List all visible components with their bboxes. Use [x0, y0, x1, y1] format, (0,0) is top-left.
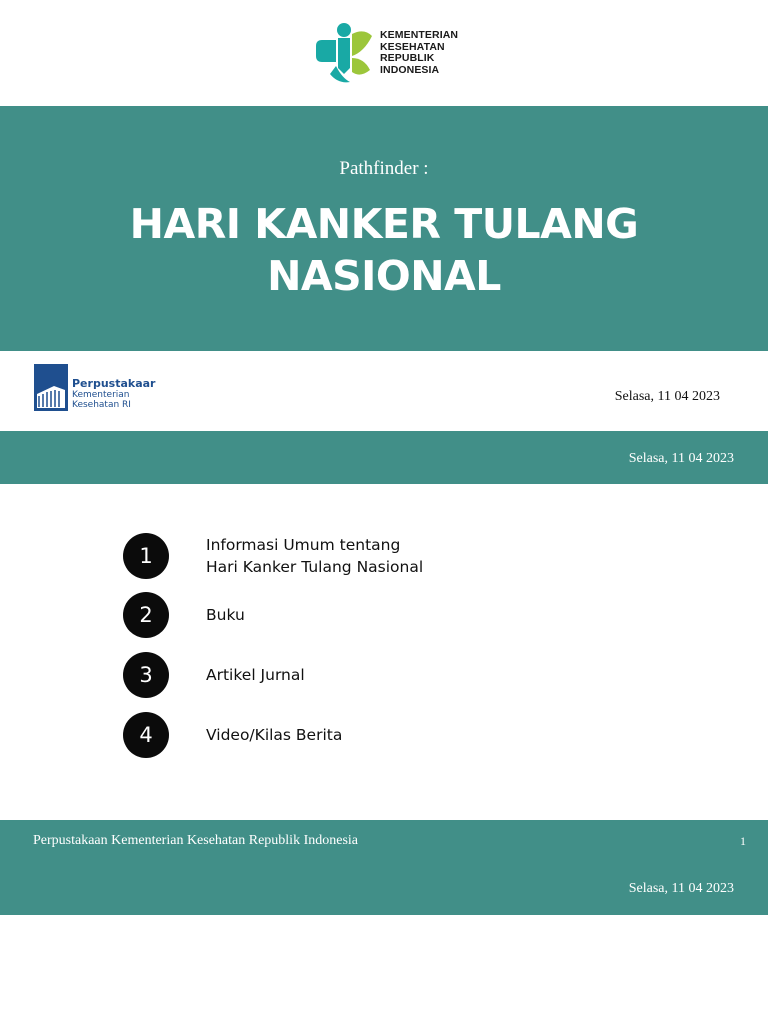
- toc-item[interactable]: [123, 712, 623, 758]
- toc-number-badge: 1: [123, 533, 169, 579]
- kemenkes-wordmark: [380, 30, 458, 76]
- title-line-2: NASIONAL: [267, 252, 501, 300]
- date-label: Selasa, 11 04 2023: [614, 389, 720, 404]
- library-name: Perpustakaar: [72, 377, 156, 390]
- logo-line: KESEHATAN: [380, 40, 445, 53]
- page-number: 1: [740, 834, 746, 848]
- toc-number-badge: 3: [123, 652, 169, 698]
- toc-number-badge: 4: [123, 712, 169, 758]
- library-logo: [34, 364, 164, 412]
- library-wordmark: [72, 364, 155, 410]
- library-building-icon: [34, 364, 68, 411]
- logo-line: KEMENTERIAN: [380, 29, 459, 41]
- logo-line: REPUBLIK: [380, 52, 435, 64]
- footer-date: Selasa, 11 04 2023: [628, 881, 734, 896]
- hero-banner: [0, 106, 768, 351]
- hero-kicker: Pathfinder :: [339, 158, 429, 179]
- toc-label: Video/Kilas Berita: [206, 726, 343, 744]
- page-title: [84, 198, 684, 302]
- kemenkes-emblem-icon: [314, 22, 374, 84]
- library-sub-1: Kementerian: [72, 390, 130, 400]
- library-sub-2: Kesehatan RI: [72, 400, 131, 410]
- footer-organization: Perpustakaan Kementerian Kesehatan Republik Indonesia: [33, 833, 359, 848]
- logo-line: INDONESIA: [380, 63, 440, 76]
- toc-label: Buku: [206, 606, 245, 624]
- title-line-1: HARI KANKER TULANG: [129, 200, 639, 248]
- toc-label: Artikel Jurnal: [206, 666, 305, 684]
- toc-item[interactable]: [123, 652, 623, 698]
- toc-item[interactable]: [123, 533, 623, 579]
- toc-number-badge: 2: [123, 592, 169, 638]
- toc-item[interactable]: [123, 592, 623, 638]
- toc-label: Informasi Umum tentang Hari Kanker Tulang Nasional: [206, 536, 424, 576]
- date-band: [0, 431, 768, 484]
- page-footer: [0, 820, 768, 915]
- band-date: Selasa, 11 04 2023: [628, 451, 734, 466]
- kemenkes-logo: [314, 22, 464, 84]
